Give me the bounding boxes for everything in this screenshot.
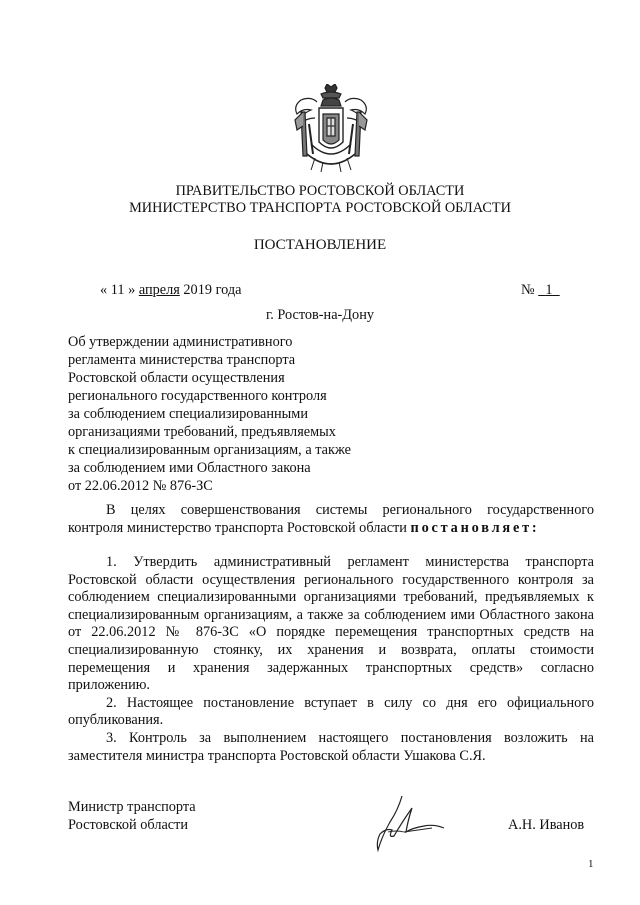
date-month: апреля	[138, 282, 180, 298]
resolution-item: 2. Настоящее постановление вступает в силу со дня его официального опубликования.	[68, 694, 594, 729]
resolution-items	[68, 554, 594, 765]
ministry-name: МИНИСТЕРСТВО ТРАНСПОРТА РОСТОВСКОЙ ОБЛАСТИ	[129, 200, 511, 216]
subject-line: от 22.06.2012 № 876-ЗС	[68, 478, 213, 494]
date-open-quote: «	[100, 282, 111, 298]
subject-line: за соблюдением ими Областного закона	[68, 460, 311, 476]
subject-line: к специализированным организациям, а также	[68, 442, 351, 458]
subject-line: Ростовской области осуществления	[68, 370, 285, 386]
preamble-text: В целях совершенствования системы регионального государственного контроля министерство транспорта Ростовской области	[68, 502, 594, 536]
subject-line: организациями требований, предъявляемых	[68, 424, 336, 440]
subject-line: регламента министерства транспорта	[68, 352, 296, 368]
document-type-title: ПОСТАНОВЛЕНИЕ	[253, 237, 387, 253]
resolution-keyword: постановляет:	[410, 519, 540, 536]
document-city: г. Ростов-на-Дону	[265, 307, 375, 323]
issuing-authority	[0, 183, 640, 217]
number-label: №	[521, 282, 539, 298]
coat-of-arms-emblem	[287, 84, 375, 176]
page-number: 1	[588, 858, 594, 870]
handwritten-signature	[368, 792, 448, 854]
date-day: 11	[110, 282, 125, 298]
position-line: Министр транспорта	[68, 799, 196, 815]
subject-line: регионального государственного контроля	[68, 388, 327, 404]
document-subject	[68, 334, 408, 496]
resolution-item: 1. Утвердить административный регламент министерства транспорта Ростовской области осуществления регионального государственного контроля за соблюдением специализированными организациями требований, предъявляемых к специализированным организациям, а также за соблюдением ими Областного закона от 22.06.2012 № 876-ЗС «О порядке перемещения транспортных средств на специализированную стоянку, их хранения и возврата, оплаты стоимости перемещения и хранения задержанных транспортных средств» согласно приложению.	[68, 554, 594, 694]
number-value: 1	[545, 282, 553, 298]
signatory-name: А.Н. Иванов	[508, 817, 585, 833]
position-line: Ростовской области	[68, 816, 189, 833]
resolution-item: 3. Контроль за выполнением настоящего постановления возложить на заместителя министра транспорта Ростовской области Ушакова С.Я.	[68, 729, 594, 764]
signatory-position	[68, 799, 196, 834]
preamble-paragraph	[68, 502, 594, 537]
date-close-quote: »	[124, 282, 139, 298]
subject-line: за соблюдением специализированными	[68, 406, 308, 422]
document-number	[521, 282, 560, 300]
organization-name: ПРАВИТЕЛЬСТВО РОСТОВСКОЙ ОБЛАСТИ	[175, 183, 465, 199]
document-date	[100, 282, 241, 300]
subject-line: Об утверждении административного	[68, 334, 293, 350]
date-year: 2019 года	[179, 282, 242, 298]
